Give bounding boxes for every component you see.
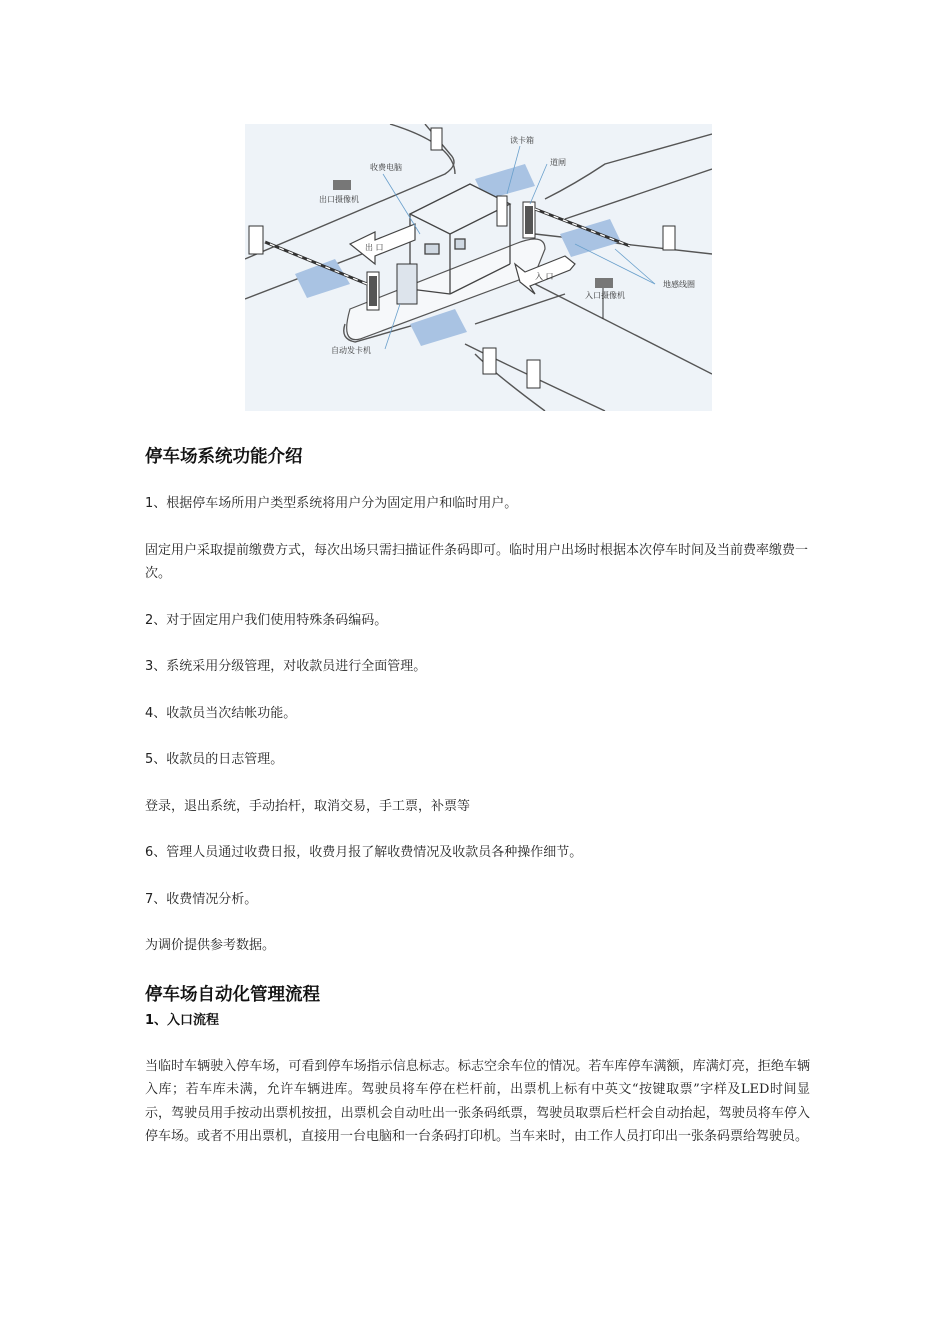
- paragraph: 1、根据停车场所用户类型系统将用户分为固定用户和临时用户。: [145, 496, 518, 511]
- label-entrance-camera: 入口摄像机: [585, 291, 625, 300]
- paragraph: 5、收款员的日志管理。: [145, 752, 284, 767]
- label-reader-box: 读卡箱: [510, 136, 534, 145]
- label-exit-camera: 出口摄像机: [319, 195, 359, 204]
- entrance-camera-shape: [595, 278, 613, 288]
- diagram-svg: [245, 124, 712, 411]
- paragraph: 2、对于固定用户我们使用特殊条码编码。: [145, 612, 388, 628]
- label-barrier-gate: 道闸: [550, 158, 566, 167]
- label-exit: 出 口: [365, 243, 384, 252]
- paragraph: 登录，退出系统，手动抬杆，取消交易，手工票，补票等: [145, 798, 471, 814]
- paragraph: 3、系统采用分级管理，对收款员进行全面管理。: [145, 659, 427, 674]
- paragraph: 固定用户采取提前缴费方式，每次出场只需扫描证件条码即可。临时用户出场时根据本次停车时间及当前费率缴费一次。: [145, 542, 809, 581]
- paragraph: 4、收款员当次结帐功能。: [145, 705, 297, 721]
- label-toll-computer: 收费电脑: [370, 163, 402, 172]
- section2-title: 停车场自动化管理流程: [145, 984, 320, 1005]
- section1-title: 停车场系统功能介绍: [145, 447, 303, 467]
- paragraph: 当临时车辆驶入停车场，可看到停车场指示信息标志。标志空余车位的情况。若车库停车满额，库满灯亮，拒绝车辆入库；若车库未满，允许车辆进库。驾驶员将车停在栏杆前，出票机上标有中英文“按键取票”字样及LED时间显示，驾驶员用手按动出票机按扭，出票机会自动吐出一张条码纸票，驾驶员取票后栏杆会自动抬起，驾驶员将车停入停车场。或者不用出票机，直接用一台电脑和一台条码打印机。当车来时，由工作人员打印出一张条码票给驾驶员。: [145, 1058, 810, 1144]
- card-dispenser-shape: [397, 264, 417, 304]
- label-auto-card-dispenser: 自动发卡机: [331, 346, 371, 355]
- exit-camera-shape: [333, 180, 351, 190]
- paragraph: 6、管理人员通过收费日报，收费月报了解收费情况及收款员各种操作细节。: [145, 845, 583, 860]
- section2-subtitle: 1、入口流程: [145, 1012, 220, 1028]
- label-loop-coil: 地感线圈: [663, 280, 695, 289]
- paragraph: 7、收费情况分析。: [145, 891, 258, 907]
- parking-system-diagram: [245, 124, 712, 411]
- paragraph: 为调价提供参考数据。: [145, 938, 276, 953]
- label-entrance: 入 口: [535, 272, 554, 281]
- article-body: [145, 442, 810, 1149]
